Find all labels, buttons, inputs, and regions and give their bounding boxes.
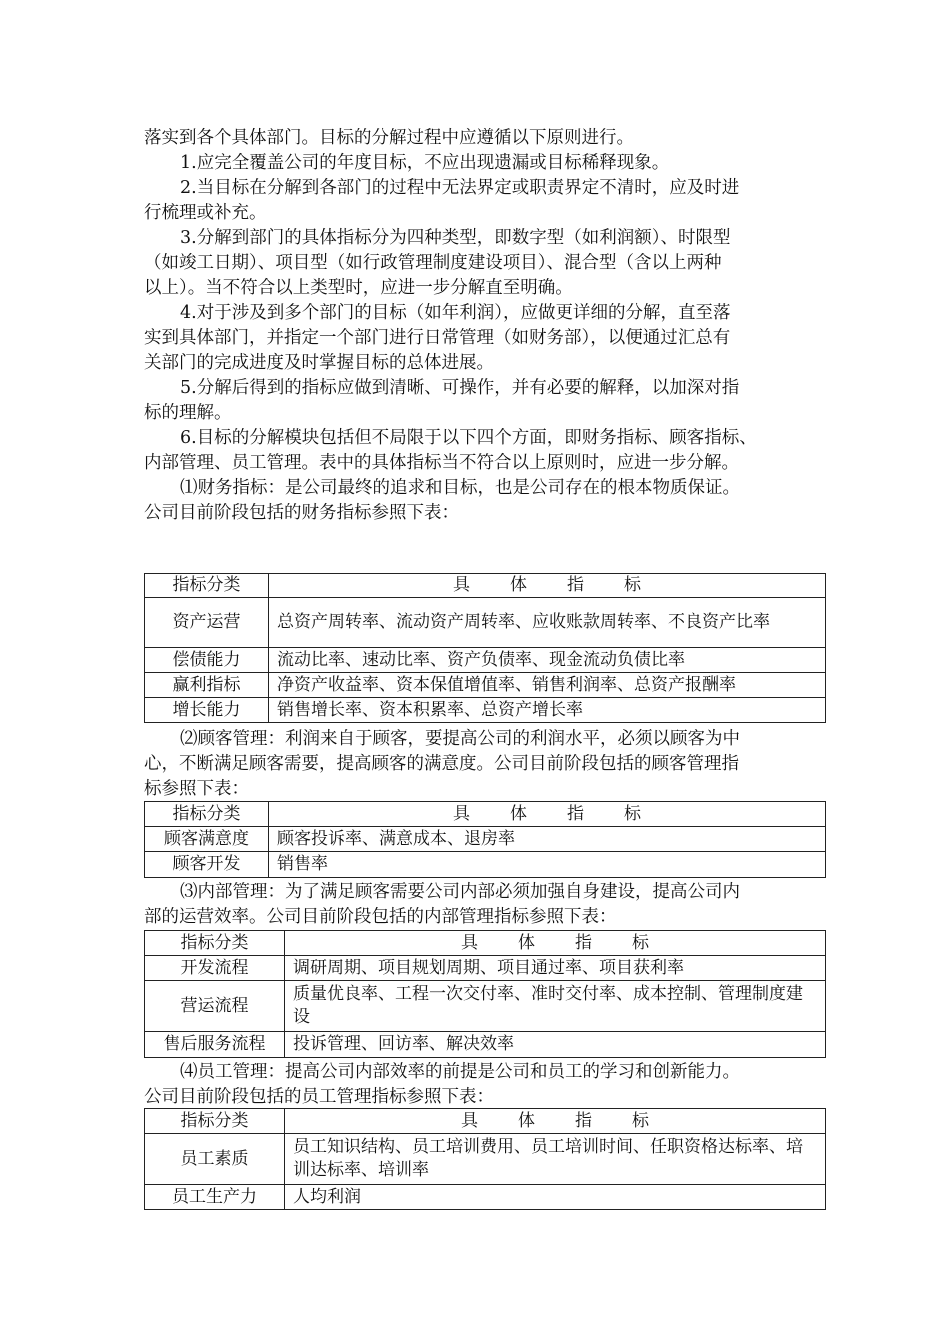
- table-row: [145, 827, 826, 852]
- employee-intro-line2: 公司目前阶段包括的员工管理指标参照下表：: [144, 1087, 494, 1107]
- row-items: 顾客投诉率、满意成本、退房率: [269, 827, 826, 852]
- row-category: 开发流程: [145, 956, 285, 981]
- row-items: 净资产收益率、资本保值增值率、销售利润率、总资产报酬率: [269, 673, 826, 698]
- row-category: 员工生产力: [145, 1185, 285, 1210]
- financial-intro-line1: ⑴财务指标：是公司最终的追求和目标，也是公司存在的根本物质保证。: [180, 478, 740, 498]
- principle-4-line1: 4.对于涉及到多个部门的目标（如年利润），应做更详细的分解，直至落: [180, 303, 731, 323]
- internal-indicator-table: [144, 930, 826, 1058]
- table-header-row: [145, 574, 826, 598]
- row-category: 顾客满意度: [145, 827, 269, 852]
- employee-indicator-table: [144, 1108, 826, 1210]
- row-items: 人均利润: [285, 1185, 826, 1210]
- row-items: 调研周期、项目规划周期、项目通过率、项目获利率: [285, 956, 826, 981]
- principle-1: 1.应完全覆盖公司的年度目标，不应出现遗漏或目标稀释现象。: [180, 153, 670, 173]
- table-row: [145, 598, 826, 648]
- row-category: 偿债能力: [145, 648, 269, 673]
- header-category: 指标分类: [145, 931, 285, 956]
- internal-intro-line1: ⑶内部管理：为了满足顾客需要公司内部必须加强自身建设，提高公司内: [180, 882, 740, 902]
- row-items: 销售增长率、资本积累率、总资产增长率: [269, 698, 826, 723]
- header-category: 指标分类: [145, 574, 269, 598]
- paragraph-intro: 落实到各个具体部门。目标的分解过程中应遵循以下原则进行。: [144, 128, 634, 148]
- table-header-row: [145, 1109, 826, 1134]
- principle-4-line2: 实到具体部门，并指定一个部门进行日常管理（如财务部），以便通过汇总有: [144, 328, 731, 348]
- header-indicators: 具 体 指 标: [269, 802, 826, 827]
- internal-intro-line2: 部的运营效率。公司目前阶段包括的内部管理指标参照下表：: [144, 907, 617, 927]
- principle-5-line1: 5.分解后得到的指标应做到清晰、可操作，并有必要的解释，以加深对指: [180, 378, 740, 398]
- row-category: 资产运营: [145, 598, 269, 648]
- principle-3-line1: 3.分解到部门的具体指标分为四种类型，即数字型（如利润额）、时限型: [180, 228, 731, 248]
- principle-6-line2: 内部管理、员工管理。表中的具体指标当不符合以上原则时，应进一步分解。: [144, 453, 739, 473]
- table-row: [145, 1032, 826, 1058]
- table-row: [145, 956, 826, 981]
- principle-3-line3: 以上）。当不符合以上类型时，应进一步分解直至明确。: [144, 278, 573, 298]
- financial-indicator-table: [144, 573, 826, 723]
- header-category: 指标分类: [145, 1109, 285, 1134]
- table-row: [145, 1134, 826, 1185]
- row-items: 投诉管理、回访率、解决效率: [285, 1032, 826, 1058]
- row-category: 营运流程: [145, 981, 285, 1032]
- table-header-row: [145, 802, 826, 827]
- row-category: 售后服务流程: [145, 1032, 285, 1058]
- table-row: [145, 852, 826, 878]
- row-items: 销售率: [269, 852, 826, 878]
- customer-intro-line1: ⑵顾客管理：利润来自于顾客，要提高公司的利润水平，必须以顾客为中: [180, 729, 740, 749]
- principle-4-line3: 关部门的完成进度及时掌握目标的总体进展。: [144, 353, 494, 373]
- principle-2-line2: 行梳理或补充。: [144, 203, 267, 223]
- table-row: [145, 981, 826, 1032]
- employee-intro-line1: ⑷员工管理：提高公司内部效率的前提是公司和员工的学习和创新能力。: [180, 1062, 740, 1082]
- table-row: [145, 1185, 826, 1210]
- header-category: 指标分类: [145, 802, 269, 827]
- row-category: 增长能力: [145, 698, 269, 723]
- row-category: 员工素质: [145, 1134, 285, 1185]
- customer-intro-line3: 标参照下表：: [144, 779, 249, 799]
- principle-3-line2: （如竣工日期）、项目型（如行政管理制度建设项目）、混合型（含以上两种: [144, 253, 722, 273]
- principle-5-line2: 标的理解。: [144, 403, 232, 423]
- table-row: [145, 673, 826, 698]
- table-row: [145, 698, 826, 723]
- financial-intro-line2: 公司目前阶段包括的财务指标参照下表：: [144, 503, 459, 523]
- row-items: 总资产周转率、流动资产周转率、应收账款周转率、不良资产比率: [269, 598, 826, 648]
- row-items: 质量优良率、工程一次交付率、准时交付率、成本控制、管理制度建设: [285, 981, 826, 1032]
- row-category: 顾客开发: [145, 852, 269, 878]
- table-header-row: [145, 931, 826, 956]
- principle-2-line1: 2.当目标在分解到各部门的过程中无法界定或职责界定不清时，应及时进: [180, 178, 740, 198]
- header-indicators: 具 体 指 标: [285, 1109, 826, 1134]
- row-items: 员工知识结构、员工培训费用、员工培训时间、任职资格达标率、培训达标率、培训率: [285, 1134, 826, 1185]
- customer-indicator-table: [144, 801, 826, 878]
- table-row: [145, 648, 826, 673]
- header-indicators: 具 体 指 标: [285, 931, 826, 956]
- principle-6-line1: 6.目标的分解模块包括但不局限于以下四个方面，即财务指标、顾客指标、: [180, 428, 757, 448]
- header-indicators: 具 体 指 标: [269, 574, 826, 598]
- row-category: 赢利指标: [145, 673, 269, 698]
- customer-intro-line2: 心，不断满足顾客需要，提高顾客的满意度。公司目前阶段包括的顾客管理指: [144, 754, 739, 774]
- row-items: 流动比率、速动比率、资产负债率、现金流动负债比率: [269, 648, 826, 673]
